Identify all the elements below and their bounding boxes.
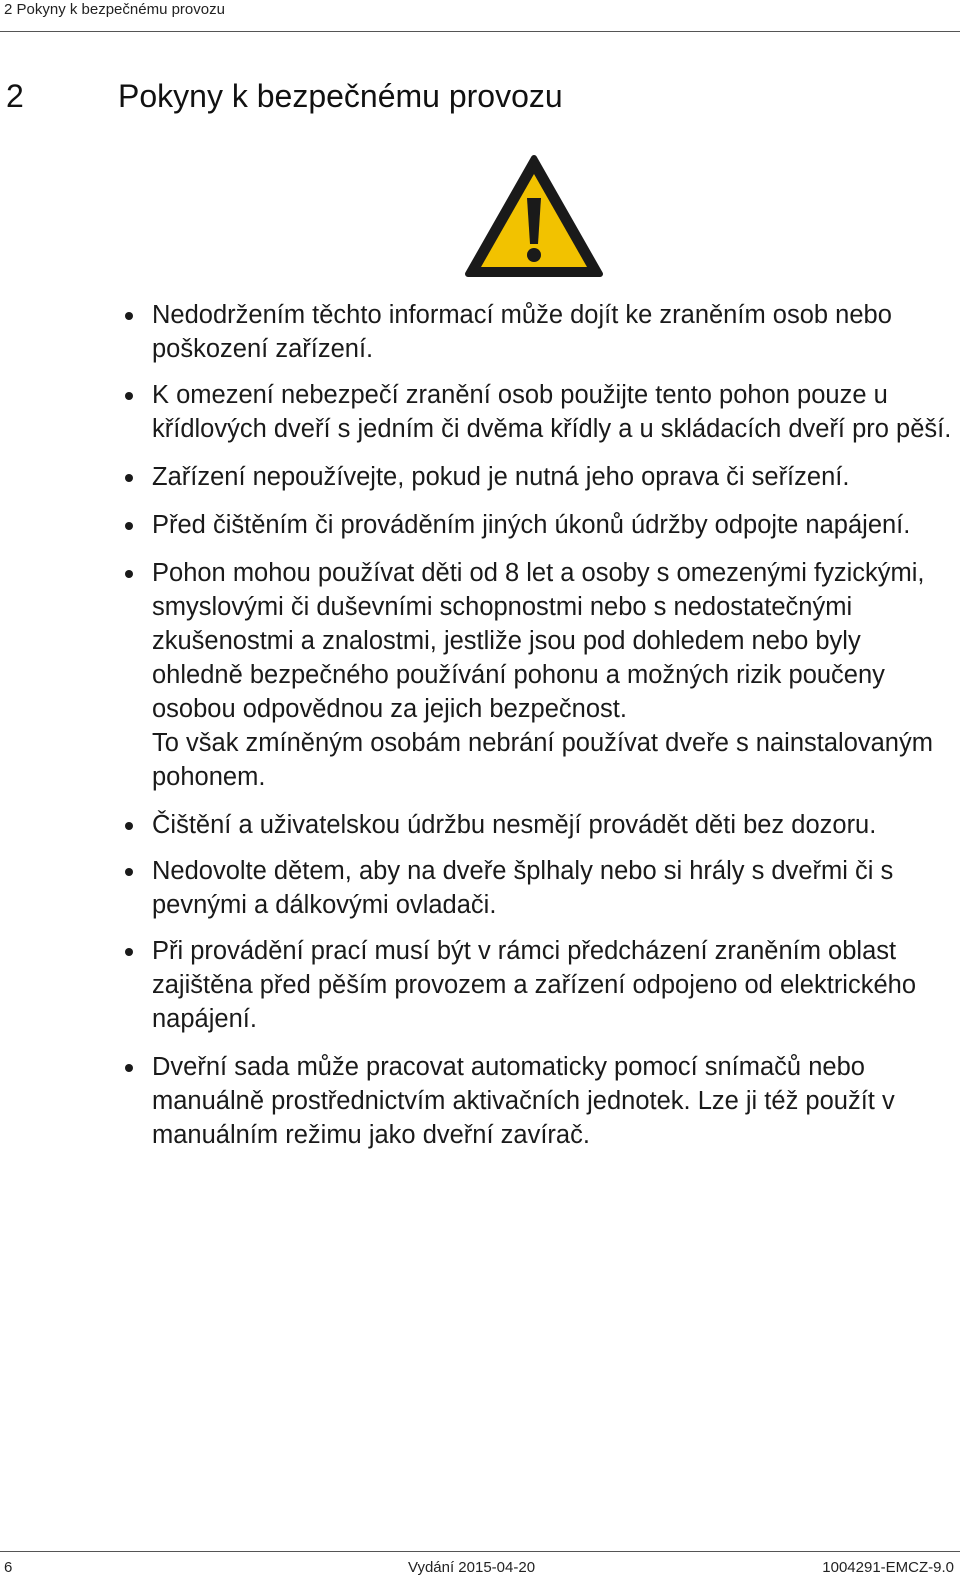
list-item-text: Při provádění prací musí být v rámci předcházení zraněním oblast zajištěna před pěším provozem a zařízení odpojeno od elektrického napájení. [152,937,917,1033]
list-item-text: Zařízení nepoužívejte, pokud je nutná jeho oprava či seřízení. [152,463,850,491]
page-number: 6 [4,1559,13,1576]
list-item [122,934,952,1036]
safety-instructions-list [122,298,952,1152]
edition-date: Vydání 2015-04-20 [408,1559,536,1576]
list-item [122,460,952,494]
document-id: 1004291-EMCZ-9.0 [822,1559,954,1576]
list-item [122,298,952,366]
list-item-text: Čištění a uživatelskou údržbu nesmějí provádět děti bez dozoru. [152,811,877,839]
list-item [122,1050,952,1152]
bullet-icon [125,948,133,956]
list-item-text: Nedodržením těchto informací může dojít ke zraněním osob nebo poškození zařízení. [152,301,892,363]
list-item-text: Pohon mohou používat děti od 8 let a osoby s omezenými fyzickými, smyslovými či duševními schopnostmi nebo s nedostatečnými zkušenostmi a znalostmi, jestliže jsou pod dohledem nebo byly ohledně bezpečného používání pohonu a možných rizik poučeny osobou odpovědnou za jejich bezpečnost. [152,559,925,723]
list-item [122,378,952,446]
warning-triangle-icon [464,154,604,280]
header-rule [0,31,960,32]
bullet-icon [125,312,133,320]
running-header: 2 Pokyny k bezpečnému provozu [4,1,225,18]
bullet-icon [125,1064,133,1072]
bullet-icon [125,474,133,482]
list-item-text: To však zmíněným osobám nebrání používat dveře s nainstalovaným pohonem. [152,729,933,791]
chapter-heading [6,74,563,118]
list-item-text: Před čištěním či prováděním jiných úkonů údržby odpojte napájení. [152,511,911,539]
list-item [122,808,952,842]
list-item [122,556,952,794]
exclamation-dot [527,248,541,262]
list-item-text: Nedovolte dětem, aby na dveře šplhaly nebo si hrály s dveřmi či s pevnými a dálkovými ovladači. [152,857,894,919]
list-item [122,508,952,542]
chapter-title: Pokyny k bezpečnému provozu [118,78,563,114]
bullet-icon [125,570,133,578]
footer-rule [0,1551,960,1552]
bullet-icon [125,868,133,876]
bullet-icon [125,822,133,830]
chapter-number: 2 [6,78,24,114]
bullet-icon [125,392,133,400]
list-item-text: Dveřní sada může pracovat automaticky pomocí snímačů nebo manuálně prostřednictvím aktivačních jednotek. Lze ji též použít v manuálním režimu jako dveřní zavírač. [152,1053,895,1149]
list-item-text: K omezení nebezpečí zranění osob použijte tento pohon pouze u křídlových dveří s jedním či dvěma křídly a u skládacích dveří pro pěší. [152,381,952,443]
bullet-icon [125,522,133,530]
list-item [122,854,952,922]
